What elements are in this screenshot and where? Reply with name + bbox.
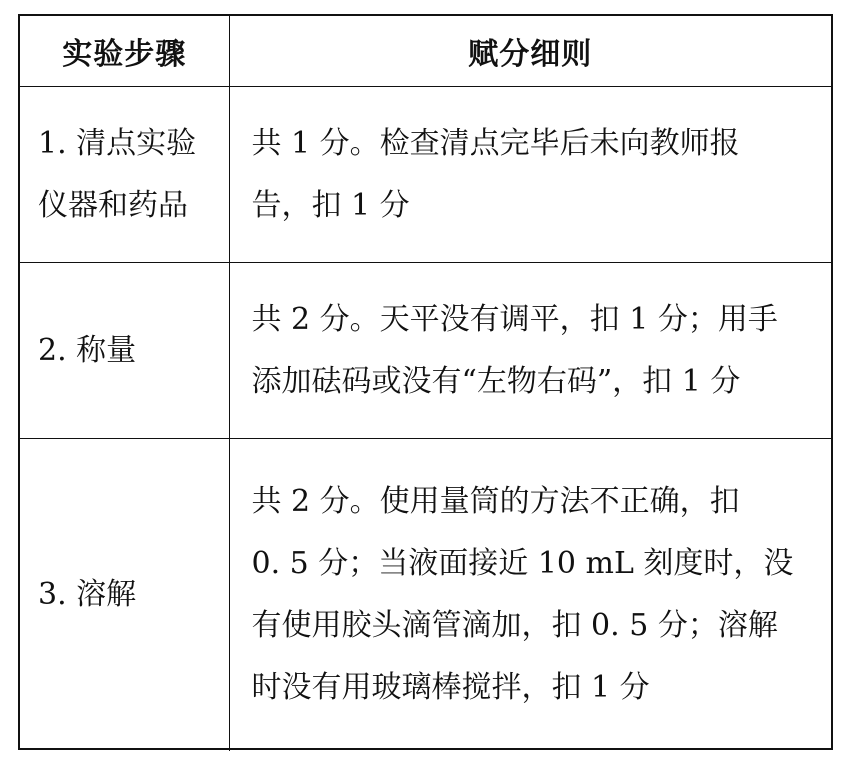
- detail-text: 0. 5 分；当液面接近 10 mL 刻度时，没: [251, 546, 794, 581]
- step-text: 3. 溶解: [38, 577, 137, 612]
- step-text: 1. 清点实验: [38, 125, 197, 161]
- scoring-table: [20, 16, 831, 751]
- step-text: 2. 称量: [38, 332, 137, 368]
- detail-text: 告，扣 1 分: [251, 187, 410, 223]
- detail-text: 共 1 分。检查清点完毕后未向教师报: [251, 125, 740, 161]
- header-experiment-step: 实验步骤: [20, 16, 229, 87]
- header-scoring-rules: 赋分细则: [229, 16, 831, 87]
- detail-cell: [229, 439, 831, 752]
- step-text: 仪器和药品: [38, 187, 188, 223]
- detail-text: 共 2 分。天平没有调平，扣 1 分；用手: [251, 301, 778, 337]
- detail-text: 有使用胶头滴管滴加，扣 0. 5 分；溶解: [251, 608, 778, 643]
- scoring-table-container: [18, 14, 833, 750]
- step-cell: [20, 87, 229, 263]
- detail-text: 共 2 分。使用量筒的方法不正确，扣: [251, 484, 740, 519]
- table-header-row: [20, 16, 831, 87]
- step-cell: [20, 439, 229, 752]
- table-row: [20, 263, 831, 439]
- detail-cell: [229, 87, 831, 263]
- detail-text: 时没有用玻璃棒搅拌，扣 1 分: [251, 670, 650, 705]
- table-row: [20, 87, 831, 263]
- detail-cell: [229, 263, 831, 439]
- step-cell: [20, 263, 229, 439]
- table-row: [20, 439, 831, 752]
- detail-text: 添加砝码或没有“左物右码”，扣 1 分: [251, 363, 741, 399]
